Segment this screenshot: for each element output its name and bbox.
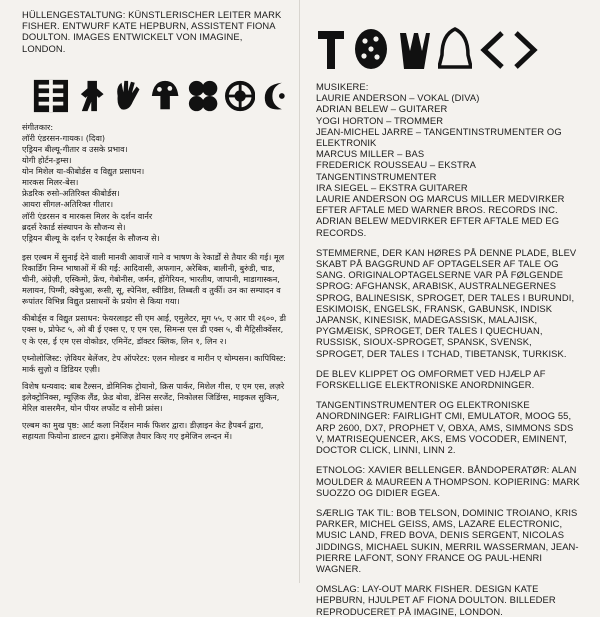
hindi-paragraph-thanks: विशेष धन्यवाद: बाब टैल्सन, डोमिनिक ट्रोयानो, क्रिस पार्कर, मिशेल गीस, ए एम एस, लज़रे इलेक्ट्रोनिक्स, म्यूज़िक लैंड, फ्रेड बोवा, डेनिस सरजेंट, निकोलस जिडिंग्स, माइकल सुकिन, मेरिल वासरमैन, योन पीयर लफोंट व सोनी फ्रांस। (22, 380, 285, 413)
glyph-hand-icon (112, 76, 142, 116)
danish-line: LAURIE ANDERSON OG MARCUS MILLER MEDVIRKER EFTER AFTALE MED WARNER BROS. RECORDS INC. (316, 193, 565, 216)
glyph-mushroom-icon (149, 76, 181, 116)
glyph-chevron-right-icon (512, 25, 538, 75)
danish-line: YOGI HORTON – TROMMER (316, 114, 444, 126)
hindi-musicians (22, 122, 288, 244)
hindi-line: संगीतकार: (22, 121, 54, 132)
danish-line: MUSIKERE: (316, 81, 369, 92)
hindi-line: मारकस मिलर-बेस। (22, 177, 79, 188)
danish-line: MARCUS MILLER – BAS (316, 148, 425, 160)
hindi-line: लॉरी एंडरसन-गायक। (दिवा) (22, 132, 106, 143)
hindi-line: योगी होर्टन-ड्रम्स। (22, 155, 72, 166)
danish-paragraph-cover: OMSLAG: LAY-OUT MARK FISHER. DESIGN KATE HEPBURN, HJULPET AF FIONA DOULTON. BILLEDER REPRODUCERET PÅ IMAGINE, LONDON. (316, 583, 556, 617)
glyph-bell-icon (438, 25, 472, 75)
glyph-crescent-icon (261, 76, 288, 116)
hindi-line: एड्रियन बील्यू के दर्शन ए रेकार्ड्स के सौजन्य से। (22, 232, 160, 243)
hindi-line: योन मिशेल या-कीबोर्डस व विद्युत प्रसाधन। (22, 166, 145, 177)
glyph-dots-icon (352, 25, 390, 75)
danish-line: ADRIAN BELEW – GUITARER (316, 103, 448, 115)
danish-line: LAURIE ANDERSON – VOKAL (DIVA) (316, 92, 480, 104)
hindi-line: एड्रियन बील्यू-गीतार व उसके प्रभाव। (22, 144, 128, 154)
hindi-paragraph-languages: इस एल्बम में सुनाई देने वाली मानवी आवाजें गाने व भाषण के रेकार्डों से तैयार की गई। मूल रिकार्डिंग निम्न भाषाओं में की गई: आदिवासी, अफगान, अरेबिक, बालीनी, बुरुंडी, चाड, चीनी, अंग्रेज़ी, एस्किमो, फ्रेंच, गेबोनीस, जर्मन, होंगेरियन, भारतीय, जापानी, माडागास्कन, मलायन, पिग्मी, क्वेचुआ, रूसी, सू, स्पेनिश, स्वीडिश, तिब्बती व तुर्की। उन का सम्पादन व रूपांतर विभिन्न विद्युत प्रसाधनों के प्रयोग से किया गया। (22, 251, 285, 307)
hindi-line: आयरा सीगल-अतिरिक्त गीतार। (22, 199, 114, 210)
danish-line: ADRIAN BELEW MEDVIRKER EFTER AFTALE MED EG RECORDS. (316, 215, 560, 238)
right-glyph-row (316, 24, 582, 76)
glyph-tee-icon (316, 25, 346, 75)
danish-musicians (316, 81, 582, 238)
danish-paragraph-thanks: SÆRLIG TAK TIL: BOB TELSON, DOMINIC TROIANO, KRIS PARKER, MICHEL GEISS, AMS, LAZARE ELECTRONIC, MUSIC LAND, FRED BOVA, DENIS SERGENT, NICOLAS JIDDINGS, MICHAEL SUKIN, MERRIL WASSERMAN, JEAN-PIERRE LAFONT, SONY FRANCE OG PAUL-HENRI WAGNER. (316, 506, 579, 574)
hindi-paragraph-instruments: कीबोर्ड्स व विद्युत प्रसाधन: फेयरलाइट सी एम आई, एमुलेटर, मूग ५५, ए आर पी २६००, डी एक्स ७, प्रोफेट ५, ओ बी ई एक्स ए, ए एम एस, सिमन्स एस डी एक्स ५, वी मैट्रिसीक्वेंसर, ए के एस, ई एम एस वोकोडर, एमिनेंट, डॉक्टर क्लिक, लिन १, लिन २। (22, 313, 286, 346)
hindi-paragraph-ethnologist: एथ्नोलोजिस्ट: ज़ेवियर बेलेंजर, टेप ऑपरेटर: एलन मोल्डर व मारीन ए थोम्पसन। कापियिस्ट: मार्क सुज़ो व डिडियर एज़ी। (22, 352, 286, 374)
left-column (22, 0, 288, 442)
hindi-line: फ्रेडरिक रुसो-अतिरिक्त कीबोर्डस। (22, 188, 120, 199)
danish-paragraph-instruments: TANGENTINSTRUMENTER OG ELEKTRONISKE ANORDNINGER: FAIRLIGHT CMI, EMULATOR, MOOG 55, ARP 2600, DX7, PROPHET V, OBXA, AMS, SIMMONS SDS V, MATRISEQUENCER, AKS, EMS VOCODER, EMINENT, DOCTOR CLICK, LINNI, LINN 2. (316, 399, 574, 456)
danish-line: JEAN-MICHEL JARRE – TANGENTINSTRUMENTER OG ELEKTRONIK (316, 125, 562, 149)
column-divider (299, 0, 300, 583)
hindi-line: लॉरी एंडरसन व मारकस मिलर के दर्शन वार्नर (22, 210, 153, 221)
danish-line: IRA SIEGEL – EKSTRA GUITARER (316, 181, 468, 193)
left-glyph-row (32, 75, 288, 117)
hindi-line: ब्रदर्स रेकार्ड संस्थापन के सौजन्य से। (22, 221, 126, 232)
right-column (316, 0, 582, 617)
glyph-fork-icon (396, 25, 432, 75)
glyph-cluster-icon (187, 76, 219, 116)
danish-paragraph-ethnologist: ETNOLOG: XAVIER BELLENGER. BÅNDOPERATØR: ALAN MOULDER & MAUREEN A THOMPSON. KOPIERING: MARK SUOZZO OG DIDIER EGEA. (316, 464, 580, 498)
danish-line: FREDERICK ROUSSEAU – EKSTRA TANGENTINSTRUMENTER (316, 159, 476, 182)
hindi-paragraph-cover: एल्बम का मुख पृष्ठ: आर्ट कला निर्देशन मार्क फिशर द्वारा। डीज़ाइन केट हैपबर्न द्वारा, सहायता फियोना डाल्टन द्वारा। इमेजिज़ तैयार किए गए इमेजिन लन्दन में। (22, 420, 264, 442)
glyph-grid-icon (32, 76, 70, 116)
danish-paragraph-editing: DE BLEV KLIPPET OG OMFORMET VED HJÆLP AF FORSKELLIGE ELEKTRONISKE ANORDNINGER. (316, 367, 546, 391)
glyph-angle-icon (480, 25, 506, 75)
danish-paragraph-languages: STEMMERNE, DER KAN HØRES PÅ DENNE PLADE, BLEV SKABT PÅ BAGGRUND AF OPTAGELSER AF TALE OG SANG. ORIGINALOPTAGELSERNE VAR PÅ FØLGENDE SPROG: AFGHANSK, ARABISK, AUSTRALNEGERNES SPROG, BALINESISK, SPROGET, DER TALES I BURUNDI, ESKIMOISK, ENGELSK, FRANSK, GABUNSK, INDISK JAPANSK, KINESISK, MADEGASSISK, MALAJISK, PYGMÆISK, SPROGET, DER TALES I QUECHUAN, RUSSISK, SIOUX-SPROGET, SPANSK, SVENSK, SPROGET, DER TALES I TCHAD, TIBETANSK, TURKISK. (316, 246, 577, 359)
glyph-spiral-icon (225, 76, 255, 116)
glyph-figure-icon (78, 76, 106, 116)
german-credits: HÜLLENGESTALTUNG: KÜNSTLERISCHER LEITER MARK FISHER. ENTWURF KATE HEPBURN, ASSISTENT FIONA DOULTON. IMAGES ENTWICKELT VON IMAGINE, LONDON. (22, 9, 282, 54)
